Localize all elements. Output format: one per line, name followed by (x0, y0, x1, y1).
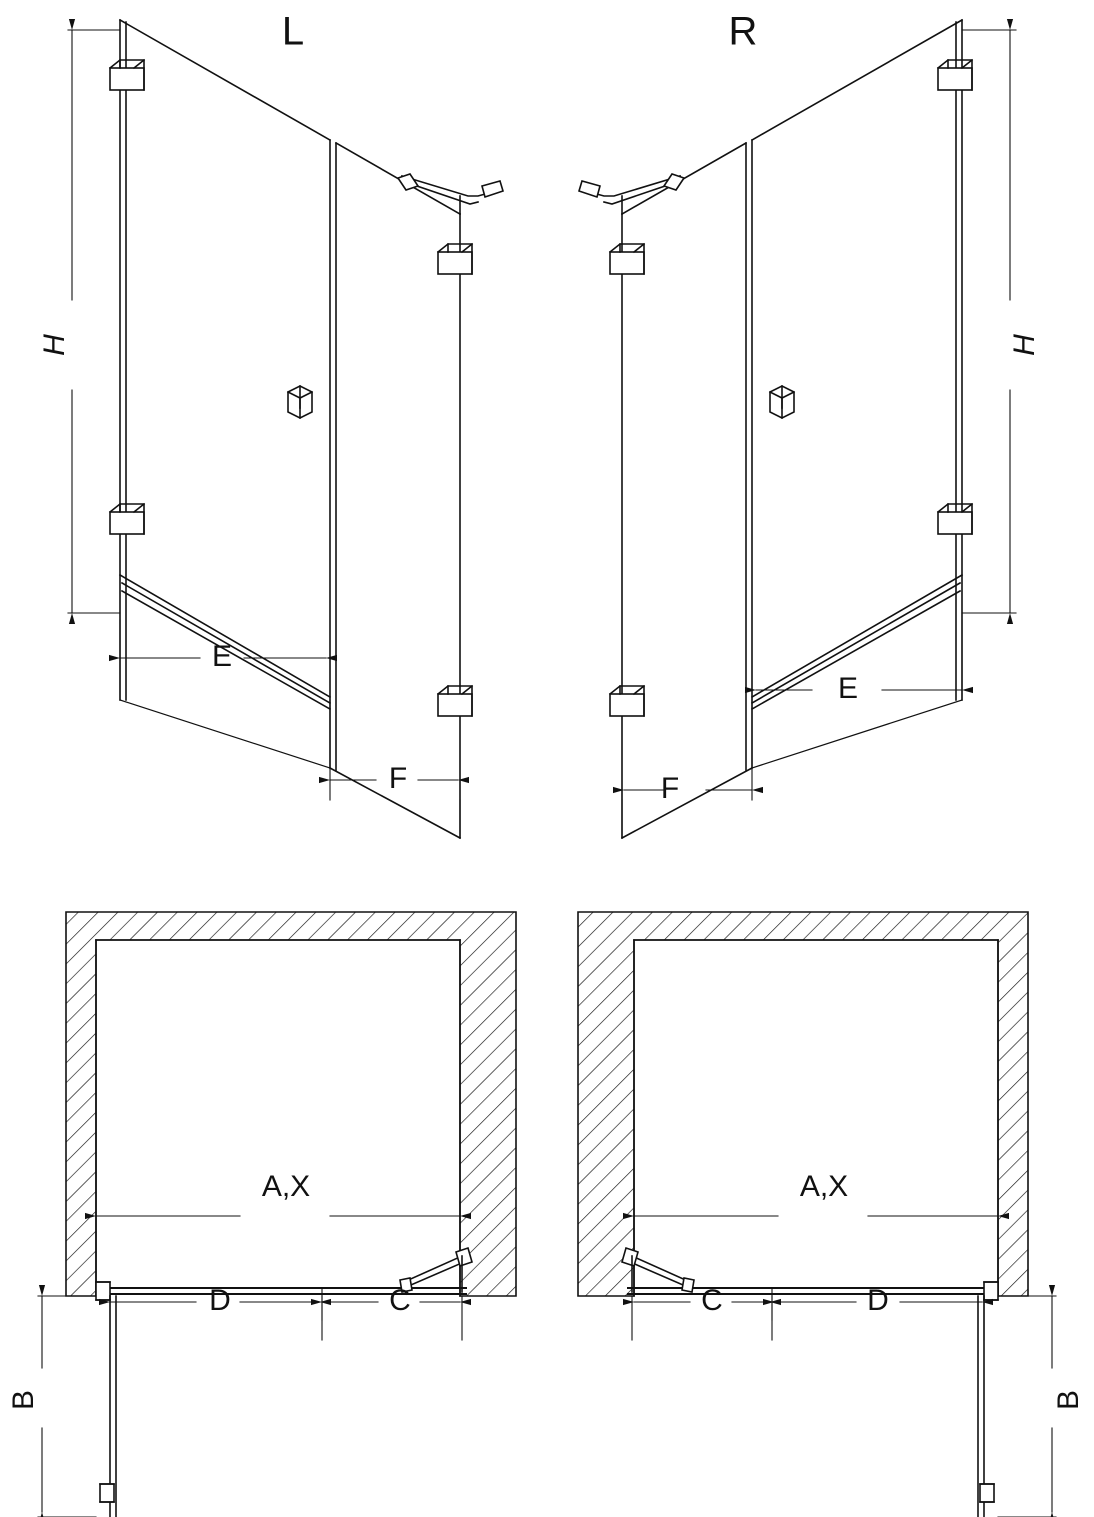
plan-right-view (578, 912, 1056, 1517)
dim-label-e-right: E (837, 671, 859, 705)
elevation-right-view (579, 20, 1016, 838)
elevation-left-view (68, 20, 503, 838)
dim-label-h-right: H (1007, 334, 1041, 356)
dim-label-b-right: B (1051, 1389, 1085, 1411)
dim-label-ax-right: A,X (799, 1169, 849, 1203)
variant-label-right: R (728, 9, 758, 54)
dim-label-b-left: B (6, 1389, 40, 1411)
dim-label-c-left: C (389, 1283, 411, 1317)
dim-label-f-right: F (660, 771, 680, 805)
dim-label-e-left: E (211, 639, 233, 673)
dim-label-d-right: D (867, 1283, 889, 1317)
dim-label-ax-left: A,X (261, 1169, 311, 1203)
dim-label-f-left: F (388, 761, 408, 795)
dim-label-c-right: C (701, 1283, 723, 1317)
dim-label-h-left: H (37, 334, 71, 356)
dim-label-d-left: D (209, 1283, 231, 1317)
plan-left-view (38, 912, 516, 1517)
variant-label-left: L (281, 9, 305, 54)
